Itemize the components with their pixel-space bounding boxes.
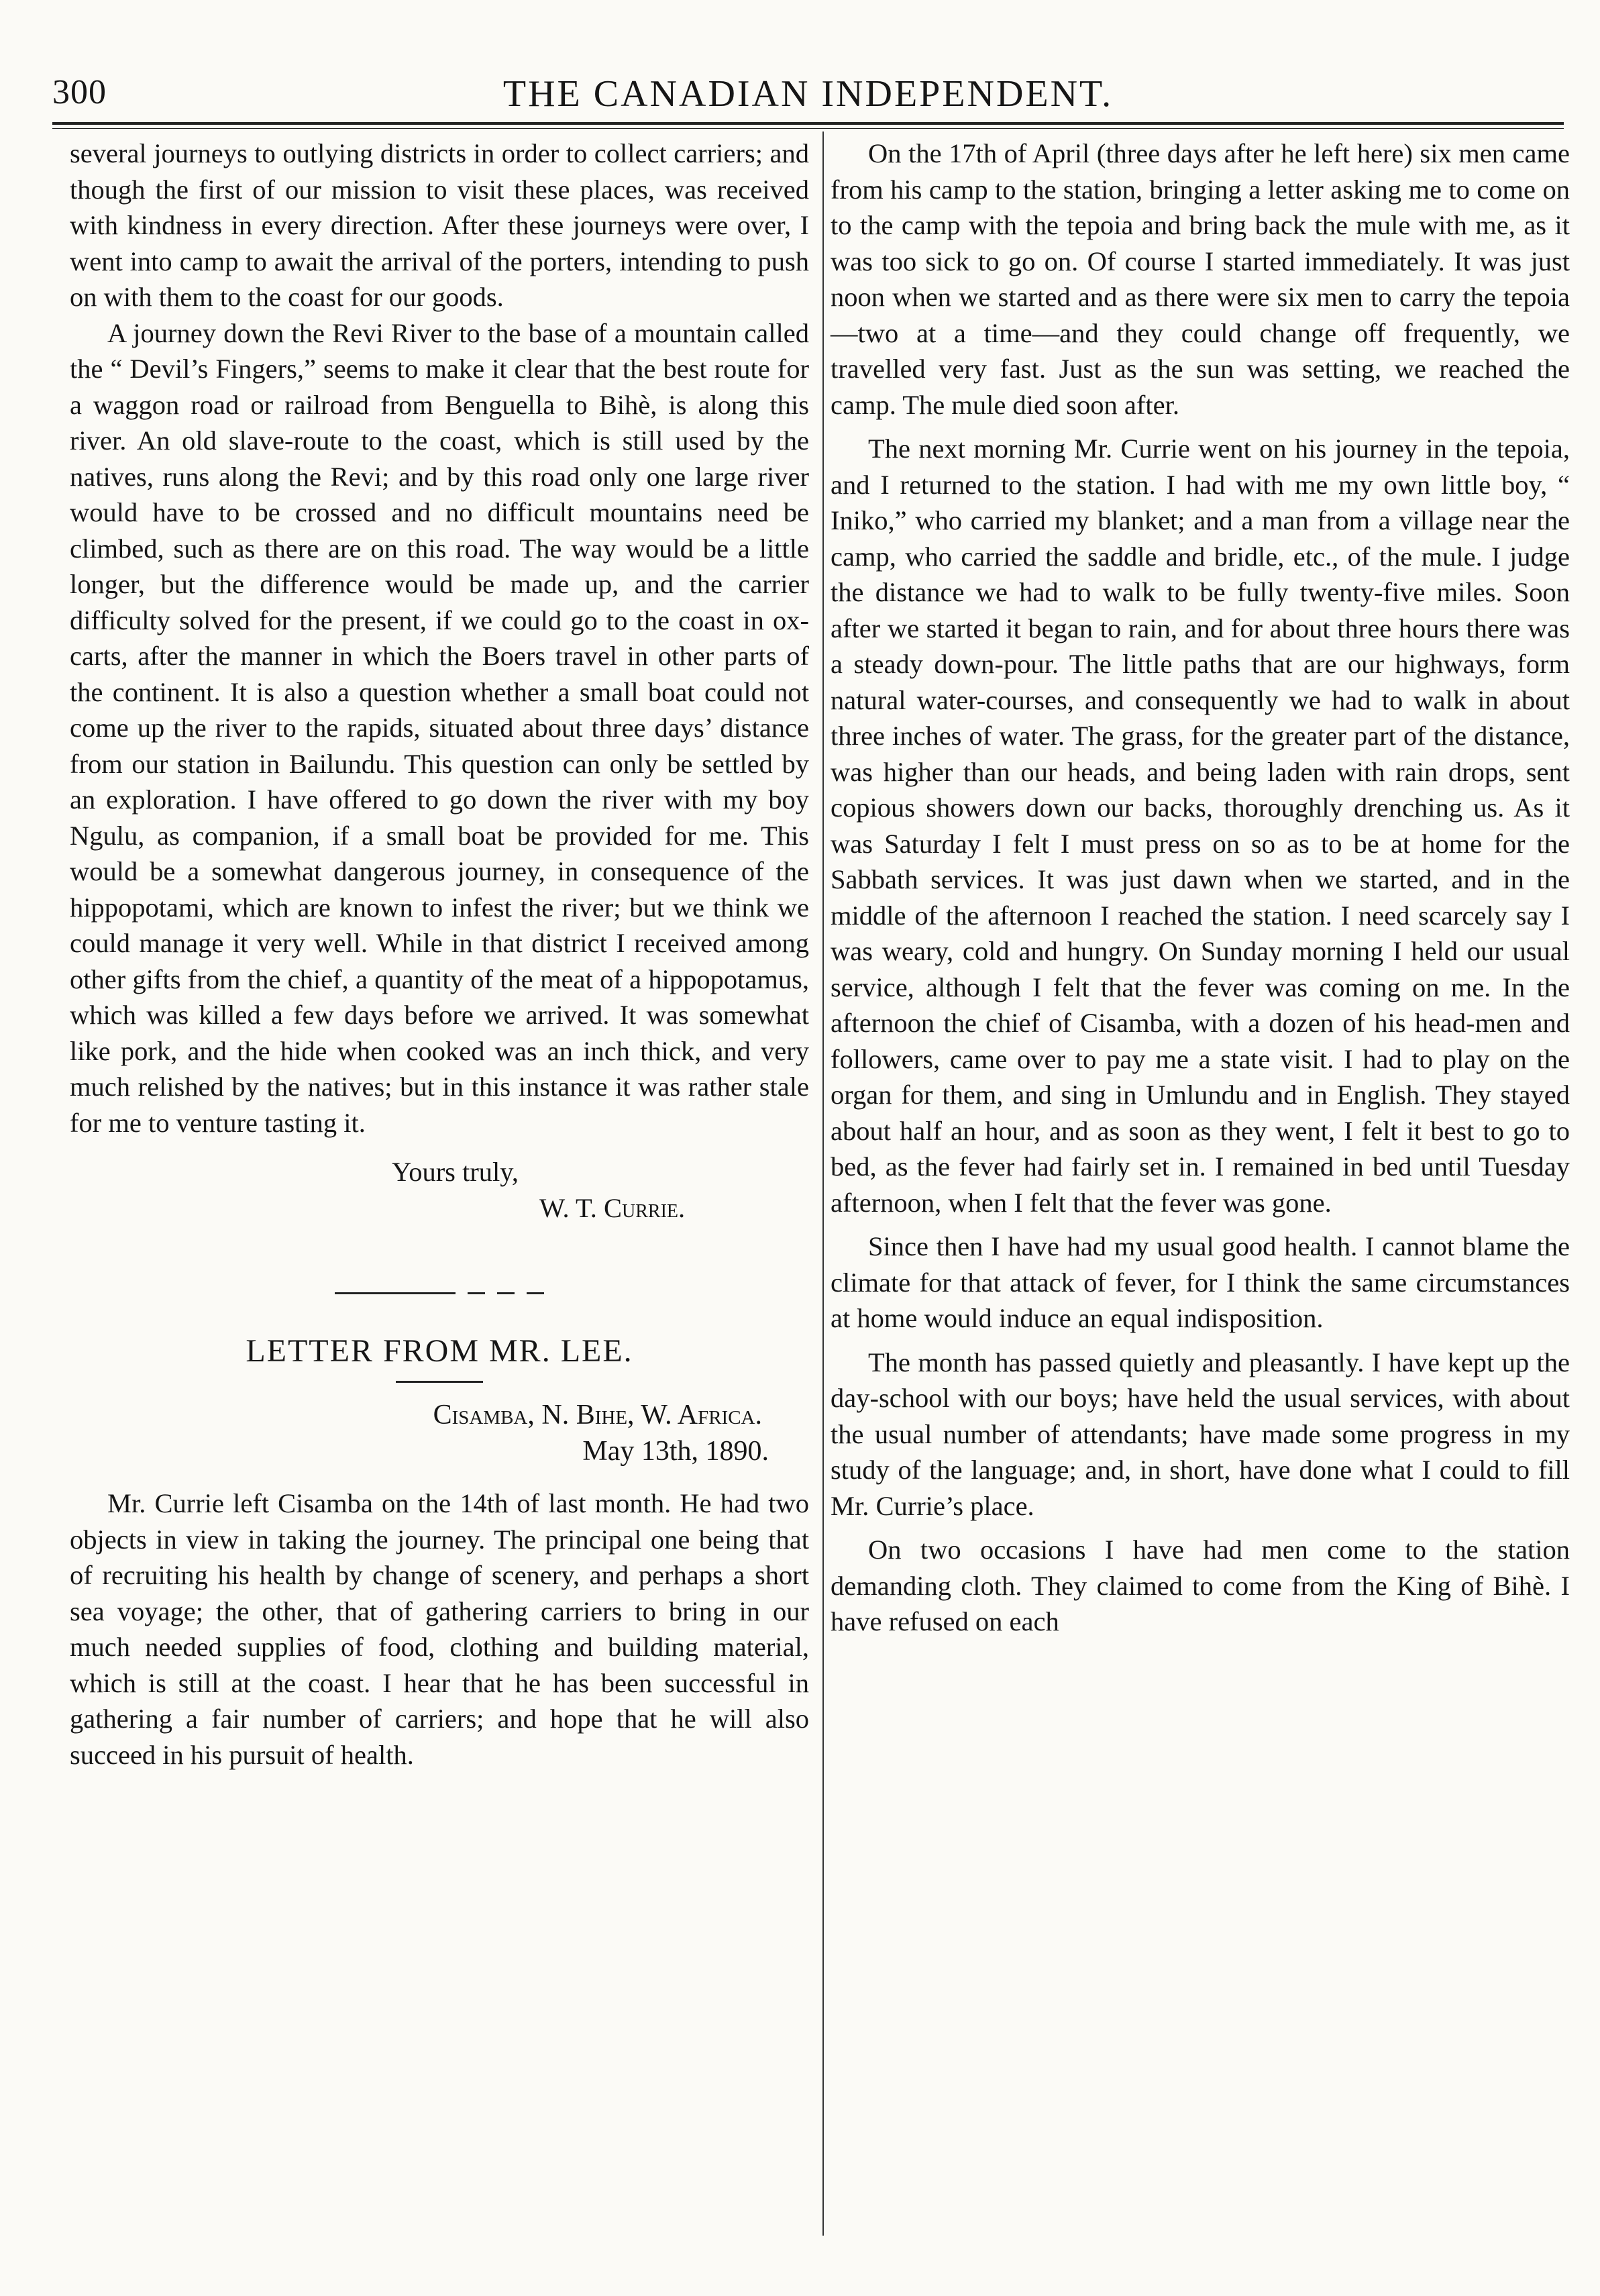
publication-title: THE CANADIAN INDEPENDENT. bbox=[502, 73, 1114, 115]
heading-rule bbox=[396, 1381, 483, 1383]
closing bbox=[70, 1154, 809, 1226]
body-paragraph: Since then I have had my usual good health. I cannot blame the climate for that attack of fever, for I think the same circumstances at home would induce an equal indisposition. bbox=[831, 1231, 1570, 1333]
page-number: 300 bbox=[52, 73, 107, 111]
body-paragraph: On the 17th of April (three days after he left here) six men came from his camp to the station, bringing a letter asking me to come on to the camp with the tepoia and bring back the mule with me, as it was too sick to go on. Of course I started immediately. It was just noon when we started and as there were six men to carry the tepoia—two at a time—and they could change off frequently, we travelled very fast. Just as the sun was setting, we reached the camp. The mule died soon after. bbox=[831, 138, 1570, 420]
letter-heading: LETTER FROM MR. LEE. bbox=[246, 1333, 633, 1369]
body-paragraph: A journey down the Revi River to the base of a mountain called the “ Devil’s Fingers,” seems to make it clear that the best route for a waggon road or railroad from Benguella to Bihè, is along this river. An old slave-route to the coast, which is still used by the natives, runs along the Revi; and by this road only one large river would have to be crossed and no difficult mountains need be climbed, such as there are on this road. The way would be a little longer, but the difference would be made up, and the carrier difficulty solved for the present, if we could go to the coast in ox-carts, after the manner in which the Boers travel in other parts of the continent. It is also a question whether a small boat could not come up the river to the rapids, situated about three days’ distance from our station in Bailundu. This question can only be settled by an exploration. I have offered to go down the river with my boy Ngulu, as companion, if a small boat be provided for me. This would be a somewhat dangerous journey, in consequence of the hippopotami, which are known to infest the river; but we think we could manage it very well. While in that district I received among other gifts from the chief, a quantity of the meat of a hippopotamus, which was killed a few days before we arrived. It was somewhat like pork, and the hide when cooked was an inch thick, and very much relished by the natives; but in this instance it was rather stale for me to venture tasting it. bbox=[70, 317, 809, 1138]
header-rule bbox=[52, 122, 1564, 125]
body-paragraph: The month has passed quietly and pleasantly. I have kept up the day-school with our boys; have held the usual services, with about the usual number of attendants; have made some progress in my study of the language; and, in short, have done what I could to fill Mr. Currie’s place. bbox=[831, 1347, 1570, 1521]
dateline-date: May 13th, 1890. bbox=[582, 1435, 769, 1467]
running-header bbox=[52, 72, 1564, 119]
header-rule-thin bbox=[52, 128, 1564, 129]
body-paragraph: On two occasions I have had men come to the station demanding cloth. They claimed to come from the King of Bihè. I have refused on each bbox=[831, 1534, 1570, 1636]
left-column bbox=[70, 136, 809, 1773]
dateline-place: Cisamba, N. Bihe, W. Africa. bbox=[433, 1400, 762, 1430]
body-paragraph: Mr. Currie left Cisamba on the 14th of last month. He had two objects in view in taking the journey. The principal one being that of recruiting his health by change of scenery, and perhaps a short sea voyage; the other, that of gathering carriers to bring in our much needed supplies of food, clothing and building material, which is still at the coast. I hear that he has been successful in gathering a fair number of carriers; and hope that he will also succeed in his pursuit of health. bbox=[70, 1488, 809, 1770]
body-paragraph: several journeys to outlying districts in order to collect carriers; and though the first of our mission to visit these places, was received with kindness in every direction. After these journeys were over, I went into camp to await the arrival of the porters, intending to push on with them to the coast for our goods. bbox=[70, 138, 809, 312]
closing-salutation: Yours truly, bbox=[392, 1157, 519, 1187]
signature: W. T. Currie. bbox=[539, 1192, 686, 1223]
body-paragraph: The next morning Mr. Currie went on his journey in the tepoia, and I returned to the station. I had with me my own little boy, “ Iniko,” who carried my blanket; and a man from a village near the camp, who carried the saddle and bridle, etc., of the mule. I judge the distance we had to walk to be fully twenty-five miles. Soon after we started it began to rain, and for about three hours there was a steady down-pour. The little paths that are our highways, form natural water-courses, and consequently we had to walk in about three inches of water. The grass, for the greater part of the distance, was higher than our heads, and being laden with rain drops, sent copious showers down our backs, thoroughly drenching us. As it was Saturday I felt I must press on so as to be at home for the Sabbath services. It was just dawn when we started, and in the middle of the afternoon I reached the station. I need scarcely say I was weary, cold and hungry. On Sunday morning I held our usual service, although I felt that the fever was coming on me. In the afternoon the chief of Cisamba, with a dozen of his head-men and followers, came over to pay me a state visit. I had to play on the organ for them, and sing in Umlundu and in English. They stayed about half an hour, and as soon as they went, I felt it best to go to bed, as the fever had fairly set in. I remained in bed until Tuesday afternoon, when I felt that the fever was gone. bbox=[831, 433, 1570, 1218]
right-column bbox=[831, 136, 1570, 1648]
section-separator bbox=[70, 1273, 809, 1309]
column-divider bbox=[822, 132, 824, 2236]
